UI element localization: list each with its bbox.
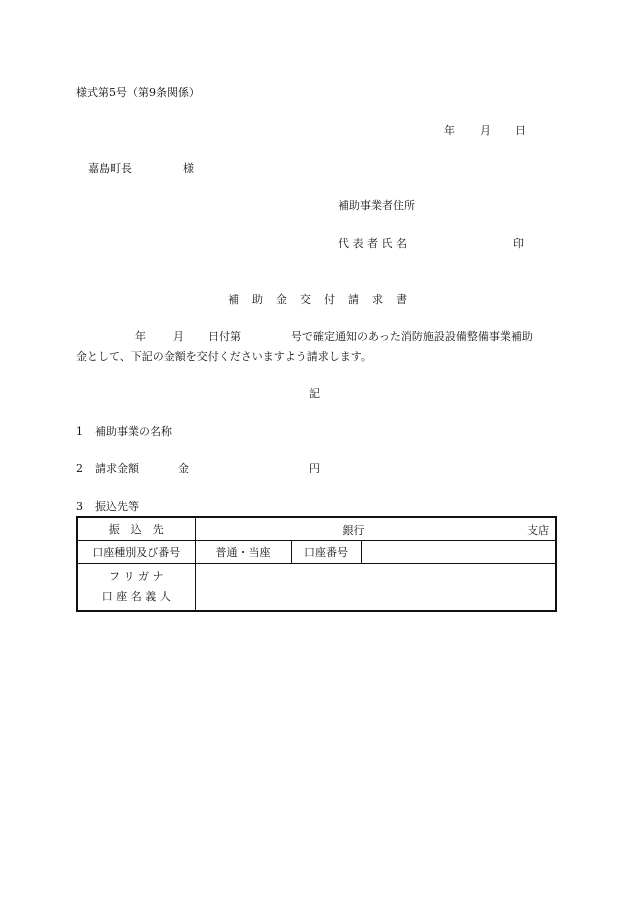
item2-label: 請求金額 bbox=[95, 462, 139, 475]
bank-field bbox=[195, 517, 556, 541]
item1-number: 1 bbox=[76, 425, 83, 438]
addressee-name: 嘉島町長 bbox=[88, 162, 132, 175]
account-type-value: 普通・当座 bbox=[195, 541, 291, 564]
body-line2: 金として、下記の金額を交付くださいますよう請求します。 bbox=[76, 350, 372, 363]
date-year: 年 bbox=[444, 124, 455, 137]
seal-mark: 印 bbox=[513, 237, 524, 250]
ki-heading: 記 bbox=[309, 387, 320, 400]
item2-number: 2 bbox=[76, 462, 83, 475]
account-holder-label: 口 座 名 義 人 bbox=[101, 590, 171, 603]
holder-label bbox=[77, 564, 195, 612]
item2-yen: 円 bbox=[309, 462, 320, 475]
holder-field bbox=[195, 564, 556, 612]
account-number-field bbox=[361, 541, 556, 564]
account-type-label: 口座種別及び番号 bbox=[77, 541, 195, 564]
item3-number: 3 bbox=[76, 500, 83, 513]
applicant-address-label: 補助事業者住所 bbox=[338, 199, 415, 212]
furigana-label: フ リ ガ ナ bbox=[109, 570, 164, 583]
account-number-label: 口座番号 bbox=[291, 541, 361, 564]
item1-label: 補助事業の名称 bbox=[95, 425, 172, 438]
applicant-name-label: 代 表 者 氏 名 bbox=[338, 237, 407, 250]
branch-suffix: 支店 bbox=[527, 524, 549, 537]
table-row-bank bbox=[77, 517, 556, 541]
bank-label: 振 込 先 bbox=[77, 517, 195, 541]
document-title: 補助金交付請求書 bbox=[228, 293, 420, 306]
table-row-account bbox=[77, 541, 556, 564]
date-day: 日 bbox=[515, 124, 526, 137]
body-month: 月 bbox=[173, 330, 184, 343]
bank-suffix: 銀行 bbox=[342, 524, 365, 537]
body-line1-rest: 号で確定通知のあった消防施設設備整備事業補助 bbox=[291, 330, 533, 343]
form-number: 様式第5号（第9条関係） bbox=[76, 86, 200, 99]
body-year: 年 bbox=[135, 330, 146, 343]
date-month: 月 bbox=[480, 124, 491, 137]
item3-label: 振込先等 bbox=[95, 500, 139, 513]
body-dated: 日付第 bbox=[208, 330, 241, 343]
item2-kin: 金 bbox=[178, 462, 189, 475]
addressee-honorific: 様 bbox=[183, 162, 194, 175]
transfer-table bbox=[76, 516, 557, 612]
table-row-holder bbox=[77, 564, 556, 612]
